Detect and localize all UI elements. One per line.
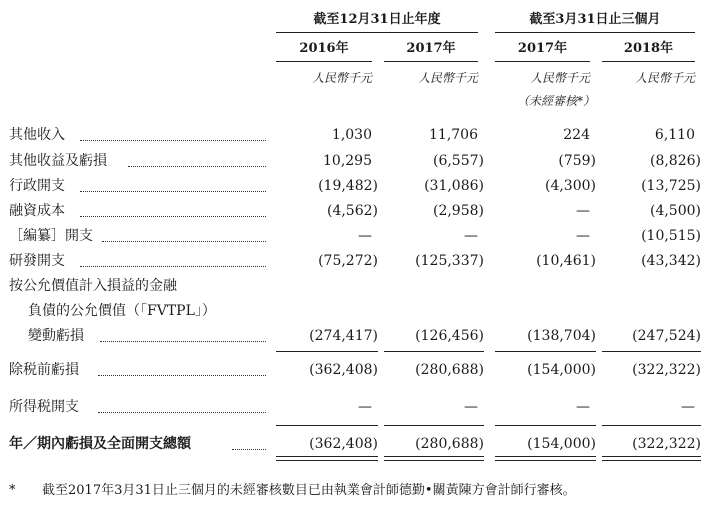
column-header-year: 2018年	[623, 41, 674, 56]
row-label-fvtpl-line3: 變動虧損	[28, 328, 84, 344]
cell-value: (362,408)	[309, 436, 378, 452]
double-underline	[384, 456, 484, 461]
double-underline	[495, 456, 596, 461]
row-label-listing-expenses: ［編纂］開支	[9, 228, 93, 244]
column-unit: 人民幣千元	[417, 71, 478, 85]
group-header-year-ended: 截至12月31日止年度	[313, 12, 441, 27]
column-rule	[276, 61, 372, 62]
leader-dots	[80, 140, 266, 141]
cell-value: (126,456)	[415, 328, 484, 344]
leader-dots	[100, 341, 266, 342]
cell-value: —	[576, 399, 590, 415]
footnote-marker: *	[9, 483, 16, 498]
cell-value: (362,408)	[309, 362, 378, 378]
group-header-three-months: 截至3月31日止三個月	[529, 12, 661, 27]
cell-value: (759)	[558, 153, 596, 169]
cell-value: (138,704)	[527, 328, 596, 344]
cell-value: (8,826)	[649, 153, 701, 169]
double-underline	[602, 456, 701, 461]
column-unit: 人民幣千元	[634, 71, 695, 85]
column-header-year: 2016年	[299, 41, 349, 56]
cell-value: (13,725)	[641, 178, 701, 194]
cell-value: (4,500)	[649, 203, 701, 219]
cell-value: (75,272)	[318, 253, 378, 269]
unaudited-note: （未經審核*）	[516, 94, 595, 108]
cell-value: 11,706	[429, 127, 478, 143]
cell-value: —	[358, 399, 372, 415]
column-rule	[495, 61, 590, 62]
cell-value: 6,110	[654, 127, 695, 143]
row-label-finance-costs: 融資成本	[9, 203, 65, 219]
row-label-other-gains-losses: 其他收益及虧損	[9, 153, 107, 169]
total-rule	[276, 425, 378, 426]
total-rule	[602, 425, 701, 426]
cell-value: —	[576, 203, 590, 219]
row-label-other-income: 其他收入	[9, 127, 65, 143]
leader-dots	[128, 166, 266, 167]
cell-value: (280,688)	[415, 362, 484, 378]
cell-value: (43,342)	[641, 253, 701, 269]
row-label-admin-expenses: 行政開支	[9, 178, 65, 194]
group-rule	[276, 32, 478, 33]
cell-value: (10,515)	[641, 228, 701, 244]
cell-value: (274,417)	[309, 328, 378, 344]
cell-value: 224	[563, 127, 590, 143]
column-header-year: 2017年	[517, 41, 568, 56]
row-label-rd-expenses: 研發開支	[9, 253, 65, 269]
cell-value: (6,557)	[432, 153, 484, 169]
cell-value: (4,300)	[544, 178, 596, 194]
leader-dots	[80, 191, 266, 192]
subtotal-rule	[384, 351, 484, 352]
column-header-year: 2017年	[406, 41, 456, 56]
cell-value: (10,461)	[536, 253, 596, 269]
leader-dots	[98, 412, 266, 413]
cell-value: 10,295	[323, 153, 372, 169]
subtotal-rule	[602, 351, 701, 352]
cell-value: (280,688)	[415, 436, 484, 452]
cell-value: (4,562)	[326, 203, 378, 219]
cell-value: —	[358, 228, 372, 244]
total-rule	[384, 425, 484, 426]
row-label-income-tax: 所得税開支	[9, 399, 79, 415]
cell-value: (31,086)	[424, 178, 484, 194]
footnote-text: 截至2017年3月31日止三個月的未經審核數目已由執業會計師德勤•關黃陳方會計師行審核。	[42, 483, 576, 498]
subtotal-rule	[495, 351, 596, 352]
cell-value: (125,337)	[415, 253, 484, 269]
cell-value: —	[576, 228, 590, 244]
row-label-fvtpl-line2: 負債的公允價值（「FVTPL」）	[28, 303, 216, 319]
cell-value: —	[464, 399, 478, 415]
total-rule	[495, 425, 596, 426]
leader-dots	[232, 449, 266, 450]
double-underline	[276, 456, 378, 461]
group-rule	[495, 32, 695, 33]
cell-value: 1,030	[331, 127, 372, 143]
cell-value: —	[681, 399, 695, 415]
leader-dots	[80, 216, 266, 217]
row-label-loss-before-tax: 除税前虧損	[9, 362, 79, 378]
cell-value: (322,322)	[632, 362, 701, 378]
column-rule	[602, 61, 695, 62]
cell-value: (322,322)	[632, 436, 701, 452]
row-label-fvtpl-line1: 按公允價值計入損益的金融	[9, 278, 177, 294]
column-unit: 人民幣千元	[311, 71, 372, 85]
cell-value: (247,524)	[632, 328, 701, 344]
column-unit: 人民幣千元	[529, 71, 590, 85]
leader-dots	[98, 375, 266, 376]
leader-dots	[102, 241, 266, 242]
column-rule	[384, 61, 478, 62]
subtotal-rule	[276, 351, 378, 352]
row-label-total-loss: 年／期內虧損及全面開支總額	[9, 436, 191, 452]
cell-value: —	[464, 228, 478, 244]
cell-value: (154,000)	[527, 362, 596, 378]
leader-dots	[80, 266, 266, 267]
cell-value: (19,482)	[318, 178, 378, 194]
cell-value: (154,000)	[527, 436, 596, 452]
cell-value: (2,958)	[432, 203, 484, 219]
